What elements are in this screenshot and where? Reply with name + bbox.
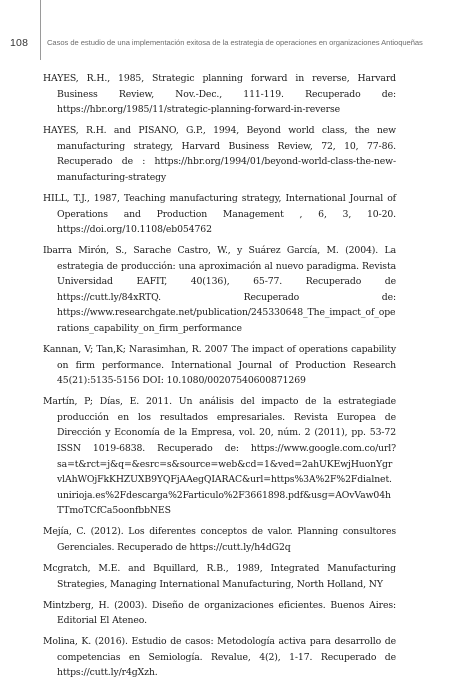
- reference-entry: Mejía, C. (2012). Los diferentes conceptos de valor. Planning consultores Gerenciales. Recuperado de https://cutt.ly/h4dG2q: [43, 526, 396, 553]
- reference-entry: Mintzberg, H. (2003). Diseño de organizaciones eficientes. Buenos Aires: Editorial El Ateneo.: [43, 599, 396, 627]
- reference-list: [43, 71, 396, 686]
- running-title: Casos de estudio de una implementación exitosa de la estrategia de operaciones en organizaciones Antioqueñas: [47, 38, 423, 47]
- reference-entry: Ibarra Mirón, S., Sarache Castro, W., y Suárez García, M. (2004). La estrategia de producción: una aproximación al nuevo paradigma. Revista Universidad EAFIT, 40(136), 65-77. Recuperado de https://cutt.ly/84xRTQ. Recuperado de: https://www.researchgate.net/publication/245330648_The_impact_of_operations_capability_on_firm_performance: [43, 245, 396, 335]
- reference-entry: Kannan, V; Tan,K; Narasimhan, R. 2007 The impact of operations capability on firm performance. International Journal of Production Research 45(21):5135-5156 DOI: 10.1080/00207540600871269: [43, 344, 396, 387]
- reference-entry: Molina, K. (2016). Estudio de casos: Metodología activa para desarrollo de competencias en Semiología. Revalue, 4(2), 1-17. Recuperado de https://cutt.ly/r4gXzh.: [43, 636, 396, 679]
- reference-entry: HAYES, R.H. and PISANO, G.P., 1994, Beyond world class, the new manufacturing strategy, Harvard Business Review, 72, 10, 77-86. Recuperado de : https://hbr.org/1994/01/beyond-world-class-the-new-manufacturing-strategy: [43, 125, 396, 183]
- page-header: [0, 0, 453, 60]
- header-divider: [40, 0, 41, 60]
- reference-entry: Mcgratch, M.E. and Bquillard, R.B., 1989, Integrated Manufacturing Strategies, Managing International Manufacturing, North Holland, NY: [43, 562, 396, 590]
- reference-entry: HILL, T.J., 1987, Teaching manufacturing strategy, International Journal of Operations and Production Management , 6, 3, 10-20. https://doi.org/10.1108/eb054762: [43, 192, 396, 236]
- page-number: 108: [10, 37, 29, 49]
- reference-entry: Martín, P; Días, E. 2011. Un análisis del impacto de la estrategiade producción en los resultados empresariales. Revista Europea de Dirección y Economía de la Empresa, vol. 20, núm. 2 (2011), pp. 53-72 ISSN 1019-6838. Recuperado de: https://www.google.com.co/url?sa=t&rct=j&q=&esrc=s&source=web&cd=1&ved=2ahUKEwjHuonYgrvlAhWOjFkKHZUXB9YQFjAAegQIARAC&url=https%3A%2F%2Fdialnet.unirioja.es%2Fdescarga%2Farticulo%2F3661898.pdf&usg=AOvVaw04hTTmoTCfCa5oonfbbNES: [43, 396, 396, 517]
- reference-entry: HAYES, R.H., 1985, Strategic planning forward in reverse, Harvard Business Review, Nov.-Dec., 111-119. Recuperado de: https://hbr.org/1985/11/strategic-planning-forward-in-reverse: [43, 73, 396, 116]
